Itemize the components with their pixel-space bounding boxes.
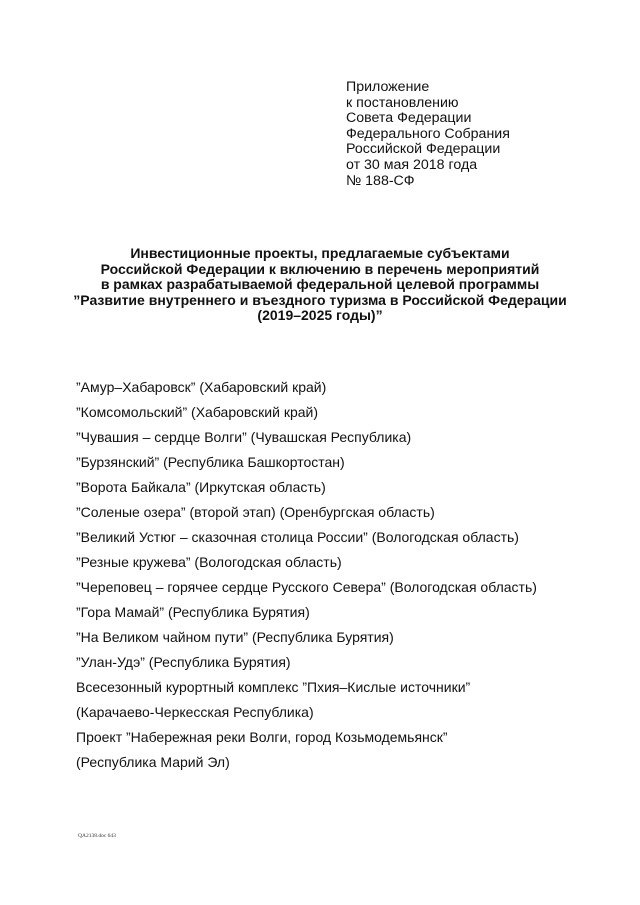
list-item: ”Резные кружева” (Вологодская область) (76, 554, 342, 570)
title-line: Инвестиционные проекты, предлагаемые субъектами (130, 245, 510, 261)
appendix-line: Федерального Собрания (346, 125, 510, 142)
list-item: ”Бурзянский” (Республика Башкортостан) (76, 454, 345, 470)
list-item: ”Великий Устюг – сказочная столица России” (Вологодская область) (76, 529, 519, 545)
appendix-line: Приложение (346, 79, 430, 95)
appendix-line: от 30 мая 2018 года (346, 156, 478, 173)
appendix-line: Совета Федерации (346, 110, 472, 127)
footer-doc-code: QA2138.doc 643 (78, 833, 116, 839)
list-item: ”На Великом чайном пути” (Республика Бурятия) (76, 629, 394, 645)
projects-list (76, 375, 537, 775)
list-item: ”Соленые озера” (второй этап) (Оренбургская область) (76, 504, 435, 520)
list-item: ”Амур–Хабаровск” (Хабаровский край) (76, 379, 327, 395)
appendix-line: к постановлению (346, 94, 459, 111)
appendix-line: Российской Федерации (346, 141, 501, 158)
list-item: ”Гора Мамай” (Республика Бурятия) (76, 604, 310, 620)
appendix-line: № 188-СФ (346, 172, 415, 189)
document-title (40, 246, 600, 324)
title-line: (2019–2025 годы)” (257, 307, 383, 324)
list-item: (Карачаево-Черкесская Республика) (76, 704, 314, 720)
list-item: ”Чувашия – сердце Волги” (Чувашская Республика) (76, 429, 412, 445)
appendix-block (346, 80, 510, 189)
list-item: Всесезонный курортный комплекс ”Пхия–Кислые источники” (76, 679, 471, 695)
title-line: в рамках разрабатываемой федеральной целевой программы (100, 276, 540, 293)
list-item: ”Улан-Удэ” (Республика Бурятия) (76, 654, 291, 670)
title-line: ”Развитие внутреннего и въездного туризма в Российской Федерации (73, 291, 567, 308)
list-item: Проект ”Набережная реки Волги, город Козьмодемьянск” (76, 729, 448, 745)
title-line: Российской Федерации к включению в перечень мероприятий (100, 260, 540, 277)
list-item: ”Череповец – горячее сердце Русского Севера” (Вологодская область) (76, 579, 537, 595)
list-item: ”Комсомольский” (Хабаровский край) (76, 404, 319, 420)
list-item: ”Ворота Байкала” (Иркутская область) (76, 479, 326, 495)
list-item: (Республика Марий Эл) (76, 754, 230, 770)
